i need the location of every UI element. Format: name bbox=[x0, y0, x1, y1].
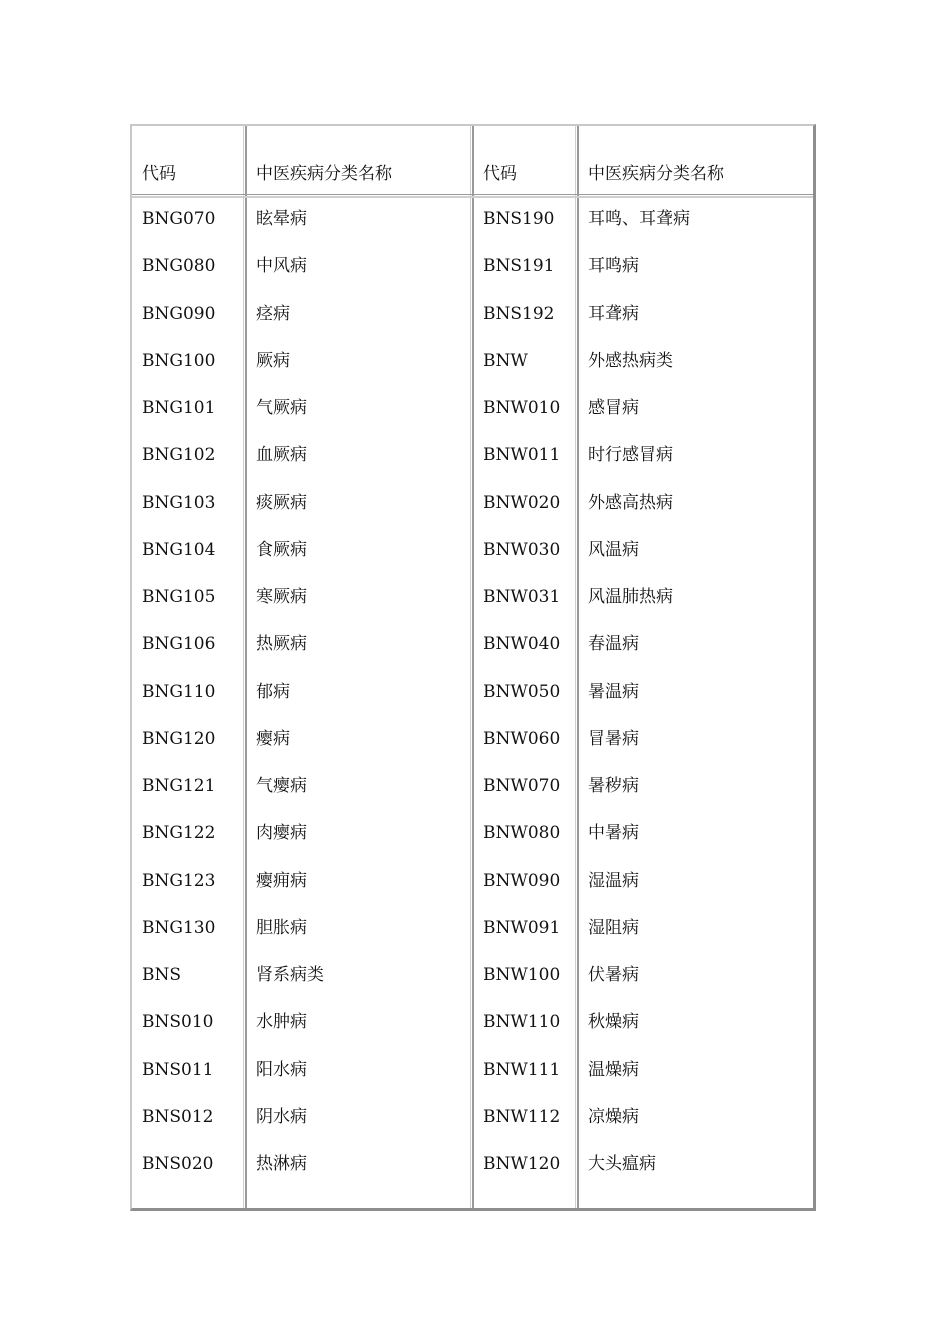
row-code-1: BNS bbox=[142, 965, 182, 985]
row-code-1: BNG080 bbox=[142, 256, 216, 277]
table-row bbox=[132, 965, 813, 1012]
row-name-1: 阴水病 bbox=[256, 1106, 307, 1127]
row-code-2: BNS191 bbox=[483, 256, 555, 277]
row-code-2: BNW070 bbox=[483, 776, 561, 796]
row-name-1: 厥病 bbox=[256, 350, 290, 371]
row-name-2: 耳鸣、耳聋病 bbox=[588, 209, 690, 229]
row-name-1: 瘿痈病 bbox=[256, 870, 307, 891]
row-code-2: BNW111 bbox=[483, 1059, 561, 1080]
table-row bbox=[132, 493, 813, 540]
row-code-1: BNG121 bbox=[142, 776, 216, 796]
row-name-2: 时行感冒病 bbox=[588, 445, 673, 466]
row-code-1: BNS011 bbox=[142, 1059, 214, 1080]
row-name-2: 风温病 bbox=[588, 539, 639, 560]
row-code-2: BNW040 bbox=[483, 634, 561, 655]
row-code-2: BNW120 bbox=[483, 1154, 561, 1174]
row-code-2: BNW030 bbox=[483, 539, 561, 560]
row-name-2: 耳聋病 bbox=[588, 303, 639, 324]
row-code-1: BNG100 bbox=[142, 350, 216, 371]
row-name-1: 胆胀病 bbox=[256, 917, 307, 938]
table-row bbox=[132, 1012, 813, 1059]
table-row bbox=[132, 682, 813, 729]
row-name-2: 感冒病 bbox=[588, 398, 639, 418]
table-row bbox=[132, 776, 813, 823]
row-code-1: BNG130 bbox=[142, 917, 216, 938]
row-name-1: 食厥病 bbox=[256, 539, 307, 560]
row-code-2: BNW010 bbox=[483, 398, 561, 418]
table-row bbox=[132, 445, 813, 492]
header-divider bbox=[132, 194, 813, 198]
table-row bbox=[132, 729, 813, 776]
row-name-2: 大头瘟病 bbox=[588, 1154, 656, 1174]
row-name-2: 暑秽病 bbox=[588, 776, 639, 796]
row-code-1: BNG123 bbox=[142, 870, 216, 891]
row-name-1: 眩晕病 bbox=[256, 209, 307, 229]
row-code-2: BNW060 bbox=[483, 728, 561, 749]
row-code-1: BNG106 bbox=[142, 634, 216, 655]
table-row bbox=[132, 1107, 813, 1154]
row-code-2: BNW011 bbox=[483, 445, 561, 466]
table-row bbox=[132, 1154, 813, 1201]
table-row bbox=[132, 823, 813, 870]
row-code-1: BNS020 bbox=[142, 1154, 214, 1174]
header-code-1: 代码 bbox=[142, 164, 176, 184]
row-name-1: 血厥病 bbox=[256, 445, 307, 466]
disease-code-table bbox=[130, 124, 816, 1211]
row-code-2: BNW100 bbox=[483, 965, 561, 985]
row-code-2: BNS192 bbox=[483, 303, 555, 324]
row-code-1: BNG120 bbox=[142, 728, 216, 749]
table-row bbox=[132, 256, 813, 303]
row-name-2: 外感高热病 bbox=[588, 492, 673, 513]
row-name-2: 外感热病类 bbox=[588, 350, 673, 371]
header-name-1: 中医疾病分类名称 bbox=[256, 164, 392, 184]
row-code-1: BNG101 bbox=[142, 398, 216, 418]
row-name-2: 湿阻病 bbox=[588, 917, 639, 938]
table-row bbox=[132, 351, 813, 398]
row-name-1: 热厥病 bbox=[256, 634, 307, 655]
table-row bbox=[132, 918, 813, 965]
header-name-2: 中医疾病分类名称 bbox=[588, 164, 724, 184]
row-code-2: BNW080 bbox=[483, 823, 561, 844]
table-row bbox=[132, 634, 813, 681]
row-code-2: BNW090 bbox=[483, 870, 561, 891]
table-row bbox=[132, 304, 813, 351]
row-name-2: 暑温病 bbox=[588, 681, 639, 702]
row-code-2: BNW050 bbox=[483, 681, 561, 702]
row-name-2: 温燥病 bbox=[588, 1059, 639, 1080]
row-code-1: BNG105 bbox=[142, 587, 216, 607]
row-code-1: BNG070 bbox=[142, 209, 216, 229]
row-name-2: 冒暑病 bbox=[588, 728, 639, 749]
row-name-1: 痰厥病 bbox=[256, 492, 307, 513]
row-name-1: 肉瘿病 bbox=[256, 823, 307, 844]
row-code-1: BNG103 bbox=[142, 492, 216, 513]
row-code-2: BNW bbox=[483, 350, 528, 371]
row-code-2: BNW031 bbox=[483, 587, 561, 607]
table-row bbox=[132, 587, 813, 634]
row-code-2: BNW020 bbox=[483, 492, 561, 513]
table-header-row bbox=[132, 126, 813, 194]
row-name-1: 气厥病 bbox=[256, 398, 307, 418]
row-name-2: 湿温病 bbox=[588, 870, 639, 891]
row-name-2: 凉燥病 bbox=[588, 1106, 639, 1127]
row-code-1: BNS012 bbox=[142, 1106, 214, 1127]
row-name-1: 瘿病 bbox=[256, 728, 290, 749]
row-code-1: BNG110 bbox=[142, 681, 216, 702]
row-code-1: BNG102 bbox=[142, 445, 216, 466]
row-code-2: BNW110 bbox=[483, 1012, 561, 1033]
row-name-1: 气瘿病 bbox=[256, 776, 307, 796]
row-name-1: 郁病 bbox=[256, 681, 290, 702]
header-code-2: 代码 bbox=[483, 164, 517, 184]
table-row bbox=[132, 540, 813, 587]
table-row bbox=[132, 871, 813, 918]
row-name-1: 中风病 bbox=[256, 256, 307, 277]
row-name-2: 春温病 bbox=[588, 634, 639, 655]
row-code-1: BNG122 bbox=[142, 823, 216, 844]
row-name-2: 秋燥病 bbox=[588, 1012, 639, 1033]
row-name-2: 耳鸣病 bbox=[588, 256, 639, 277]
row-code-1: BNG104 bbox=[142, 539, 216, 560]
row-code-1: BNS010 bbox=[142, 1012, 214, 1033]
row-code-1: BNG090 bbox=[142, 303, 216, 324]
table-row bbox=[132, 1060, 813, 1107]
row-name-1: 水肿病 bbox=[256, 1012, 307, 1033]
row-name-1: 肾系病类 bbox=[256, 965, 324, 985]
table-row bbox=[132, 398, 813, 445]
row-code-2: BNW112 bbox=[483, 1106, 561, 1127]
row-name-1: 痉病 bbox=[256, 303, 290, 324]
row-name-1: 阳水病 bbox=[256, 1059, 307, 1080]
row-name-2: 伏暑病 bbox=[588, 965, 639, 985]
row-name-1: 寒厥病 bbox=[256, 587, 307, 607]
row-name-2: 中暑病 bbox=[588, 823, 639, 844]
row-name-1: 热淋病 bbox=[256, 1154, 307, 1174]
table-row bbox=[132, 209, 813, 256]
row-name-2: 风温肺热病 bbox=[588, 587, 673, 607]
row-code-2: BNW091 bbox=[483, 917, 561, 938]
row-code-2: BNS190 bbox=[483, 209, 555, 229]
